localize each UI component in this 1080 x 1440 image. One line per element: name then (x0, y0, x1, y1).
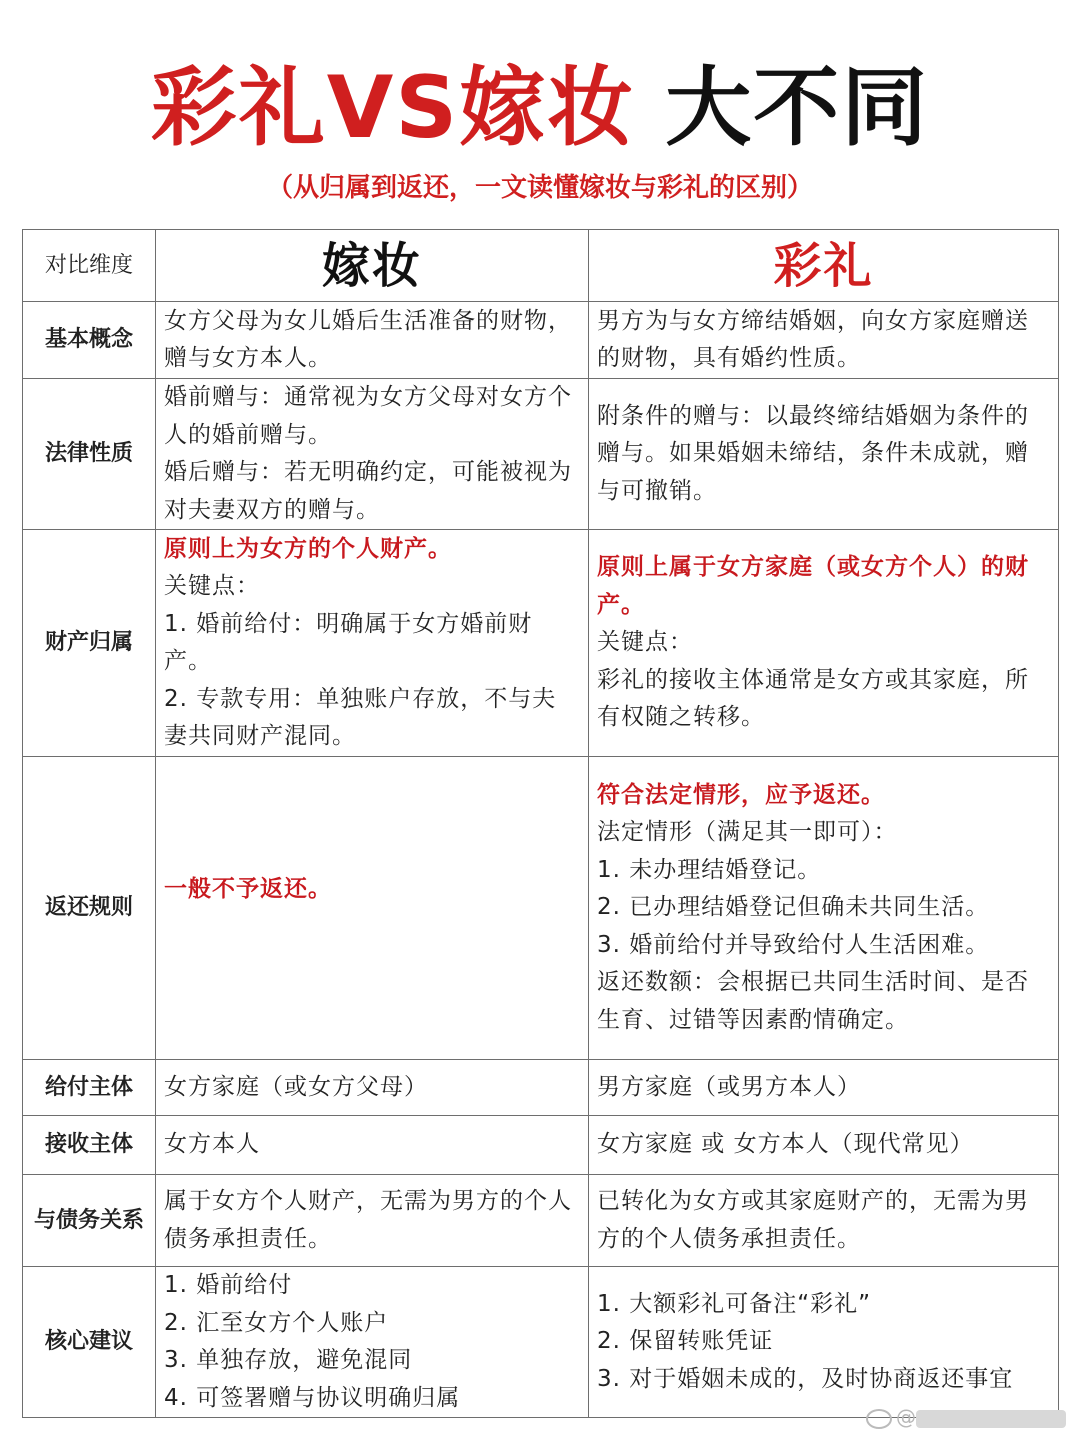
table-row-property-ownership (23, 530, 1059, 757)
cell-text: 附条件的赠与：以最终缔结婚姻为条件的赠与。如果婚姻未缔结，条件未成就，赠与可撤销。 (597, 402, 1029, 504)
bride-price-cell (589, 379, 1059, 530)
list-item: 4. 可签署赠与协议明确归属 (164, 1384, 461, 1411)
title-black-part: 大不同 (665, 58, 930, 158)
cell-text: 3. 婚前给付并导致给付人生活困难。 (597, 931, 990, 958)
bride-price-cell (589, 1267, 1059, 1418)
cell-text: 女方父母为女儿婚后生活准备的财物，赠与女方本人。 (164, 307, 572, 371)
row-label: 法律性质 (23, 379, 156, 530)
dowry-cell (156, 757, 589, 1060)
cell-text: 女方家庭（或女方父母） (164, 1073, 428, 1100)
dowry-cell (156, 1175, 589, 1267)
header-bride-price-label: 彩礼 (773, 237, 874, 294)
cell-text: 属于女方个人财产，无需为男方的个人债务承担责任。 (164, 1188, 572, 1252)
cell-text: 女方本人 (164, 1131, 260, 1158)
dowry-cell (156, 1267, 589, 1418)
dowry-cell (156, 530, 589, 757)
list-item: 3. 单独存放，避免混同 (164, 1347, 413, 1373)
bride-price-cell (589, 530, 1059, 757)
page-title (0, 58, 1080, 158)
row-label: 与债务关系 (23, 1175, 156, 1267)
weibo-watermark (866, 1402, 1066, 1432)
row-label: 接收主体 (23, 1116, 156, 1175)
cell-text: 法定情形（满足其一即可）： (597, 819, 898, 846)
bride-price-cell (589, 302, 1059, 379)
row-label: 返还规则 (23, 757, 156, 1060)
dowry-cell (156, 379, 589, 530)
highlight-text: 符合法定情形，应予返还。 (597, 781, 885, 808)
cell-text: 男方为与女方缔结婚姻，向女方家庭赠送的财物，具有婚约性质。 (597, 307, 1029, 371)
highlight-text: 原则上属于女方家庭（或女方个人）的财产。 (597, 554, 1029, 618)
header-dowry (156, 230, 589, 302)
list-item: 3. 对于婚姻未成的，及时协商返还事宜 (597, 1365, 1014, 1392)
table-row-legal-nature (23, 379, 1059, 530)
cell-text: 关键点： (164, 573, 260, 599)
bride-price-cell (589, 757, 1059, 1060)
cell-text: 2. 专款专用：单独账户存放，不与夫妻共同财产混同。 (164, 685, 557, 749)
title-red-part: 彩礼VS嫁妆 (150, 58, 636, 158)
blurred-username (916, 1410, 1066, 1428)
header-bride-price (589, 230, 1059, 302)
cell-text: 返还数额：会根据已共同生活时间、是否生育、过错等因素酌情确定。 (597, 969, 1029, 1033)
row-label: 核心建议 (23, 1267, 156, 1418)
cell-text: 1. 未办理结婚登记。 (597, 856, 822, 883)
cell-text: 关键点： (597, 629, 693, 656)
table-row-basic-concept (23, 302, 1059, 379)
table-row-debt-relation (23, 1175, 1059, 1267)
page-subtitle: （从归属到返还，一文读懂嫁妆与彩礼的区别） (266, 173, 813, 203)
cell-text: 女方家庭 或 女方本人（现代常见） (597, 1131, 974, 1158)
list-item: 1. 大额彩礼可备注“彩礼” (597, 1290, 872, 1317)
cell-text: 男方家庭（或男方本人） (597, 1073, 861, 1100)
bride-price-cell (589, 1060, 1059, 1116)
watermark-at: @ (896, 1405, 916, 1429)
table-header-row (23, 230, 1059, 302)
cell-text: 2. 已办理结婚登记但确未共同生活。 (597, 894, 990, 921)
highlight-text: 原则上为女方的个人财产。 (164, 535, 452, 562)
weibo-icon (866, 1409, 892, 1429)
bride-price-cell (589, 1116, 1059, 1175)
bride-price-cell (589, 1175, 1059, 1267)
dowry-cell (156, 1116, 589, 1175)
table-row-core-advice (23, 1267, 1059, 1418)
table-row-receiver (23, 1116, 1059, 1175)
comparison-table (22, 229, 1059, 1418)
cell-text: 婚后赠与：若无明确约定，可能被视为对夫妻双方的赠与。 (164, 459, 572, 523)
table-row-return-rules (23, 757, 1059, 1060)
highlight-text: 一般不予返还。 (164, 876, 332, 903)
dowry-cell (156, 1060, 589, 1116)
dowry-cell (156, 302, 589, 379)
header-dimension: 对比维度 (23, 230, 156, 302)
list-item: 1. 婚前给付 (164, 1272, 293, 1298)
header-dowry-label: 嫁妆 (321, 237, 422, 294)
cell-text: 婚前赠与：通常视为女方父母对女方个人的婚前赠与。 (164, 384, 572, 448)
cell-text: 已转化为女方或其家庭财产的，无需为男方的个人债务承担责任。 (597, 1188, 1029, 1252)
cell-text: 彩礼的接收主体通常是女方或其家庭，所有权随之转移。 (597, 666, 1029, 731)
row-label: 财产归属 (23, 530, 156, 757)
table-row-giver (23, 1060, 1059, 1116)
row-label: 给付主体 (23, 1060, 156, 1116)
cell-text: 1. 婚前给付：明确属于女方婚前财产。 (164, 610, 533, 674)
row-label: 基本概念 (23, 302, 156, 379)
list-item: 2. 保留转账凭证 (597, 1328, 774, 1355)
list-item: 2. 汇至女方个人账户 (164, 1309, 389, 1336)
